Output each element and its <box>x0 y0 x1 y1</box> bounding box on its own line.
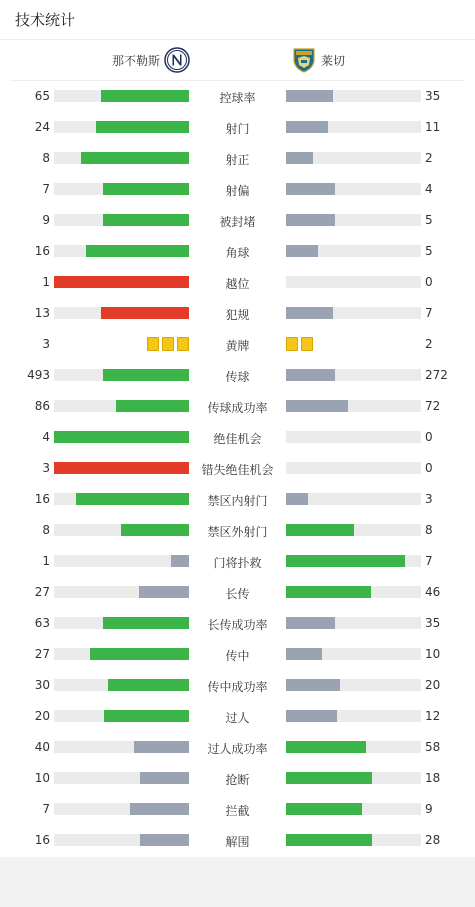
stat-row <box>0 267 475 298</box>
away-bar-fill <box>286 369 335 381</box>
home-bar-fill <box>101 307 189 319</box>
stat-row <box>0 701 475 732</box>
away-bar-track <box>286 586 421 598</box>
home-bar-track <box>54 555 189 567</box>
away-value: 10 <box>425 647 441 661</box>
away-value: 72 <box>425 399 441 413</box>
away-value: 272 <box>425 368 448 382</box>
away-value: 0 <box>425 275 433 289</box>
home-bar-fill <box>116 400 189 412</box>
home-bar-track <box>54 121 189 133</box>
away-bar-track <box>286 214 421 226</box>
away-value: 3 <box>425 492 433 506</box>
home-value: 24 <box>34 120 50 134</box>
home-value: 1 <box>42 554 50 568</box>
yellow-card-icon <box>301 337 313 351</box>
away-bar-track <box>286 90 421 102</box>
away-value: 35 <box>425 89 441 103</box>
home-value: 63 <box>34 616 50 630</box>
stat-label: 越位 <box>225 277 250 291</box>
stat-row <box>0 329 475 360</box>
stat-label: 过人 <box>225 711 250 725</box>
stat-label: 传中成功率 <box>207 680 268 694</box>
home-bar-track <box>54 431 189 443</box>
away-bar-track <box>286 245 421 257</box>
away-value: 7 <box>425 306 433 320</box>
home-value: 13 <box>34 306 50 320</box>
home-bar-fill <box>81 152 189 164</box>
away-value: 5 <box>425 213 433 227</box>
stat-row <box>0 732 475 763</box>
home-bar-track <box>54 214 189 226</box>
away-value: 2 <box>425 337 433 351</box>
stat-label: 禁区外射门 <box>207 525 268 539</box>
home-value: 9 <box>42 213 50 227</box>
away-bar-fill <box>286 524 354 536</box>
home-bar-fill <box>139 586 189 598</box>
home-value: 16 <box>34 833 50 847</box>
away-value: 7 <box>425 554 433 568</box>
home-bar-fill <box>171 555 189 567</box>
home-value: 7 <box>42 802 50 816</box>
away-bar-fill <box>286 803 362 815</box>
away-bar-fill <box>286 834 372 846</box>
home-bar-fill <box>121 524 189 536</box>
away-bar-track <box>286 121 421 133</box>
stat-label: 错失绝佳机会 <box>201 463 274 477</box>
away-bar-track <box>286 524 421 536</box>
home-value: 1 <box>42 275 50 289</box>
away-value: 28 <box>425 833 441 847</box>
stat-label: 门将扑救 <box>213 556 262 570</box>
away-value: 20 <box>425 678 441 692</box>
yellow-card-icon <box>162 337 174 351</box>
away-value: 58 <box>425 740 441 754</box>
away-bar-fill <box>286 121 328 133</box>
home-value: 86 <box>34 399 50 413</box>
stat-row <box>0 546 475 577</box>
away-bar-track <box>286 307 421 319</box>
away-bar-track <box>286 152 421 164</box>
section-title: 技术统计 <box>0 0 475 40</box>
home-bar-track <box>54 276 189 288</box>
home-bar-fill <box>54 276 189 288</box>
home-bar-track <box>54 679 189 691</box>
home-bar-track <box>54 617 189 629</box>
home-value: 8 <box>42 151 50 165</box>
away-value: 35 <box>425 616 441 630</box>
away-value: 9 <box>425 802 433 816</box>
stat-row <box>0 577 475 608</box>
away-bar-fill <box>286 493 308 505</box>
home-bar-track <box>54 307 189 319</box>
away-bar-fill <box>286 555 405 567</box>
away-bar-track <box>286 803 421 815</box>
stat-row <box>0 639 475 670</box>
away-bar-track <box>286 710 421 722</box>
away-value: 12 <box>425 709 441 723</box>
home-bar-track <box>54 648 189 660</box>
stat-row <box>0 608 475 639</box>
home-value: 30 <box>34 678 50 692</box>
away-bar-track <box>286 617 421 629</box>
home-bar-fill <box>140 772 189 784</box>
home-value: 3 <box>42 461 50 475</box>
home-team[interactable] <box>112 47 190 73</box>
home-bar-fill <box>103 214 189 226</box>
home-bar-track <box>54 741 189 753</box>
stat-row <box>0 391 475 422</box>
away-bar-track <box>286 741 421 753</box>
home-bar-fill <box>90 648 189 660</box>
home-value: 20 <box>34 709 50 723</box>
away-bar-track <box>286 648 421 660</box>
stat-row <box>0 515 475 546</box>
home-bar-track <box>54 803 189 815</box>
home-value: 3 <box>42 337 50 351</box>
away-value: 46 <box>425 585 441 599</box>
home-bar-fill <box>140 834 189 846</box>
stat-label: 被封堵 <box>219 215 256 229</box>
stat-label: 解围 <box>225 835 250 849</box>
stat-row <box>0 484 475 515</box>
stat-row <box>0 81 475 112</box>
stats-list <box>0 81 475 856</box>
home-value: 16 <box>34 492 50 506</box>
away-value: 2 <box>425 151 433 165</box>
stat-row <box>0 143 475 174</box>
stat-label: 过人成功率 <box>207 742 268 756</box>
home-value: 16 <box>34 244 50 258</box>
home-value: 10 <box>34 771 50 785</box>
stat-row <box>0 825 475 856</box>
stat-label: 角球 <box>225 246 250 260</box>
stat-label: 黄牌 <box>225 339 250 353</box>
away-team[interactable] <box>292 47 345 73</box>
stat-row <box>0 298 475 329</box>
stat-row <box>0 360 475 391</box>
stat-label: 长传成功率 <box>207 618 268 632</box>
teams-header <box>10 40 465 81</box>
home-bar-track <box>54 400 189 412</box>
lecce-logo-icon <box>292 47 318 73</box>
home-bar-track <box>54 90 189 102</box>
stat-row <box>0 174 475 205</box>
home-bar-fill <box>86 245 189 257</box>
home-bar-fill <box>134 741 189 753</box>
home-value: 27 <box>34 647 50 661</box>
home-value: 65 <box>34 89 50 103</box>
stat-label: 传中 <box>225 649 250 663</box>
away-value: 11 <box>425 120 441 134</box>
away-value: 8 <box>425 523 433 537</box>
home-bar-track <box>54 152 189 164</box>
stat-row <box>0 112 475 143</box>
yellow-card-icon <box>286 337 298 351</box>
home-bar-track <box>54 772 189 784</box>
home-bar-fill <box>54 431 189 443</box>
yellow-card-icon <box>177 337 189 351</box>
home-bar-track <box>54 183 189 195</box>
home-value: 8 <box>42 523 50 537</box>
home-bar-track <box>54 586 189 598</box>
away-bar-track <box>286 555 421 567</box>
home-bar-track <box>54 710 189 722</box>
home-bar-track <box>54 834 189 846</box>
stat-label: 拦截 <box>225 804 250 818</box>
home-bar-track <box>54 369 189 381</box>
away-bar-fill <box>286 710 337 722</box>
home-bar-fill <box>108 679 189 691</box>
home-value: 7 <box>42 182 50 196</box>
home-bar-fill <box>103 369 189 381</box>
away-bar-track <box>286 772 421 784</box>
away-bar-fill <box>286 679 340 691</box>
away-bar-fill <box>286 214 335 226</box>
away-bar-track <box>286 369 421 381</box>
stat-row <box>0 763 475 794</box>
away-bar-fill <box>286 307 333 319</box>
home-bar-track <box>54 245 189 257</box>
away-bar-fill <box>286 586 371 598</box>
away-bar-fill <box>286 152 313 164</box>
away-bar-track <box>286 431 421 443</box>
home-bar-fill <box>101 90 189 102</box>
stat-row <box>0 236 475 267</box>
away-bar-fill <box>286 183 335 195</box>
stat-label: 控球率 <box>219 91 256 105</box>
home-bar-fill <box>76 493 189 505</box>
away-value: 0 <box>425 430 433 444</box>
napoli-logo-icon <box>164 47 190 73</box>
stat-label: 绝佳机会 <box>213 432 262 446</box>
home-bar-track <box>54 493 189 505</box>
away-bar-track <box>286 183 421 195</box>
home-value: 4 <box>42 430 50 444</box>
stat-row <box>0 453 475 484</box>
away-value: 18 <box>425 771 441 785</box>
home-bar-fill <box>103 183 189 195</box>
stat-label: 传球 <box>225 370 250 384</box>
home-bar-track <box>54 462 189 474</box>
stat-row <box>0 205 475 236</box>
home-team-name: 那不勒斯 <box>111 53 160 68</box>
home-value: 493 <box>27 368 50 382</box>
home-bar-fill <box>96 121 189 133</box>
away-bar-fill <box>286 741 366 753</box>
away-bar-fill <box>286 90 333 102</box>
away-value: 5 <box>425 244 433 258</box>
home-bar-track <box>54 524 189 536</box>
away-bar-track <box>286 834 421 846</box>
away-value: 4 <box>425 182 433 196</box>
away-bar-fill <box>286 400 348 412</box>
away-bar-track <box>286 462 421 474</box>
away-bar-track <box>286 400 421 412</box>
away-value: 0 <box>425 461 433 475</box>
stat-label: 射正 <box>225 153 250 167</box>
stat-row <box>0 670 475 701</box>
yellow-card-icon <box>147 337 159 351</box>
home-yellow-cards <box>147 337 189 351</box>
stat-row <box>0 794 475 825</box>
home-value: 40 <box>34 740 50 754</box>
away-bar-track <box>286 276 421 288</box>
stat-row <box>0 422 475 453</box>
away-team-name: 莱切 <box>321 53 346 68</box>
home-bar-fill <box>103 617 189 629</box>
stat-label: 禁区内射门 <box>207 494 268 508</box>
stat-label: 抢断 <box>225 773 250 787</box>
stat-label: 射门 <box>225 122 250 136</box>
away-bar-fill <box>286 617 335 629</box>
home-bar-fill <box>104 710 189 722</box>
stat-label: 犯规 <box>225 308 250 322</box>
away-bar-fill <box>286 772 372 784</box>
away-bar-track <box>286 493 421 505</box>
home-bar-fill <box>130 803 189 815</box>
home-bar-fill <box>54 462 189 474</box>
stat-label: 射偏 <box>225 184 250 198</box>
away-bar-fill <box>286 245 318 257</box>
away-bar-track <box>286 679 421 691</box>
stat-label: 传球成功率 <box>207 401 268 415</box>
away-yellow-cards <box>286 337 313 351</box>
stat-label: 长传 <box>225 587 250 601</box>
home-value: 27 <box>34 585 50 599</box>
away-bar-fill <box>286 648 322 660</box>
